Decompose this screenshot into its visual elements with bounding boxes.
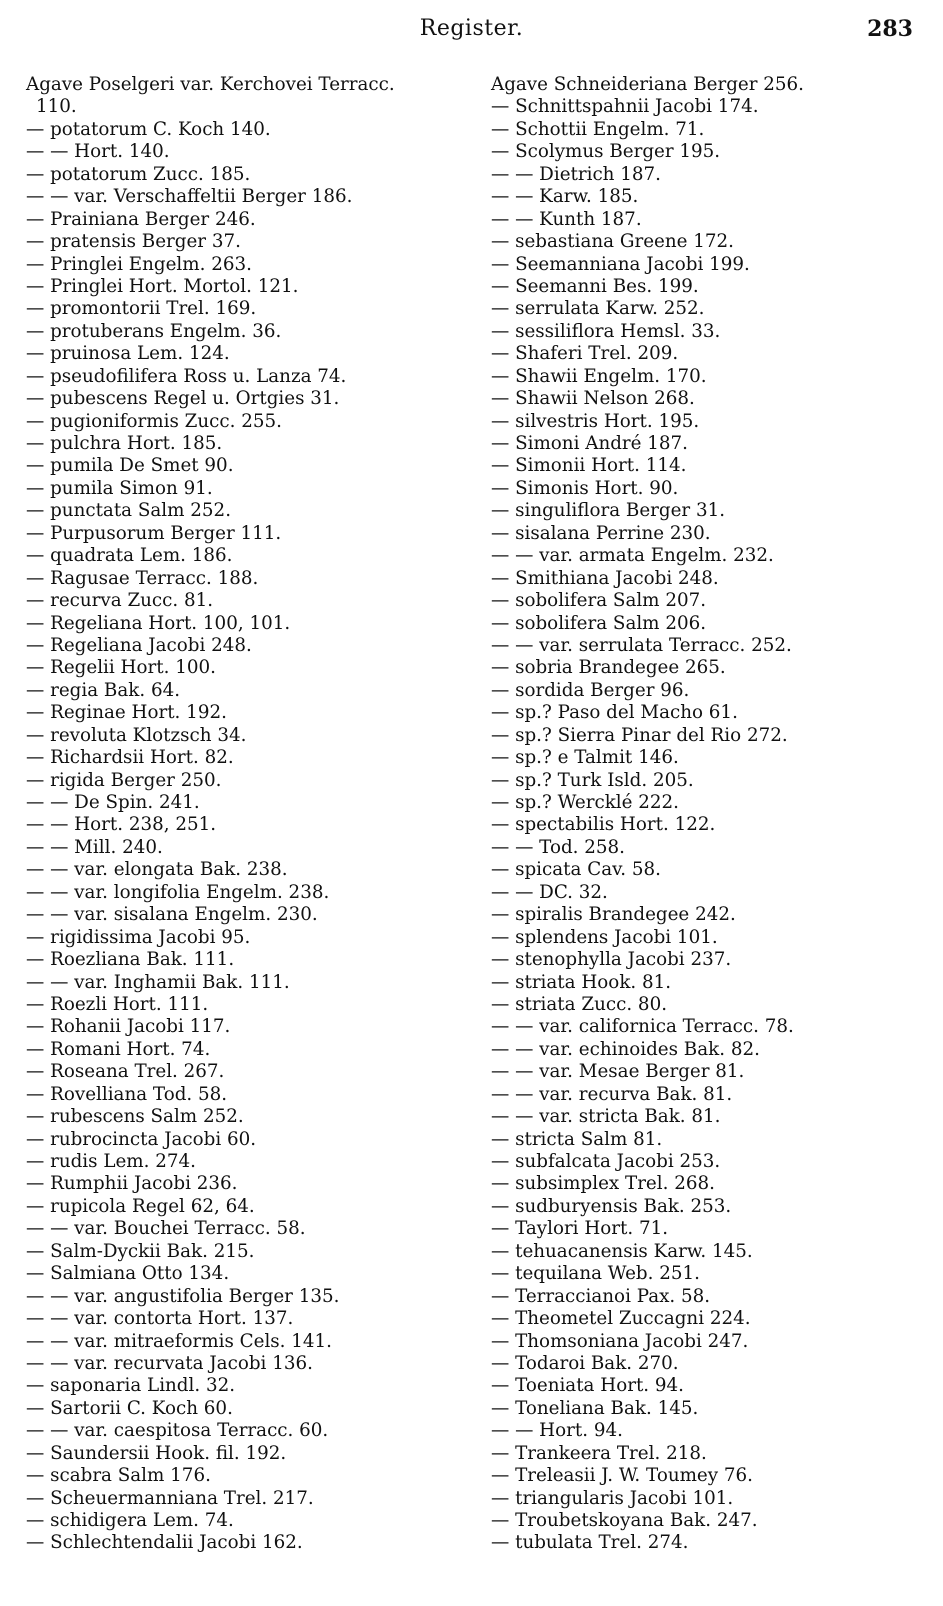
- register-entry: — Salm-Dyckii Bak. 215.: [26, 1240, 255, 1262]
- register-entry: — — var. stricta Bak. 81.: [491, 1106, 721, 1128]
- register-entry: — quadrata Lem. 186.: [26, 545, 233, 567]
- register-entry: — sobolifera Salm 206.: [491, 612, 707, 634]
- register-entry: — — var. mitraeformis Cels. 141.: [26, 1330, 332, 1352]
- register-entry: — Saundersii Hook. fil. 192.: [26, 1442, 287, 1464]
- register-entry: — punctata Salm 252.: [26, 500, 232, 522]
- register-left-column: [26, 74, 466, 1555]
- page-title: Register.: [419, 16, 524, 41]
- register-entry: — Schlechtendalii Jacobi 162.: [26, 1532, 303, 1554]
- register-entry: — Taylori Hort. 71.: [491, 1218, 669, 1240]
- register-entry: — Toneliana Bak. 145.: [491, 1397, 699, 1419]
- register-entry: — — var. longifolia Engelm. 238.: [26, 881, 330, 903]
- register-entry: Agave Poselgeri var. Kerchovei Terracc.: [26, 74, 395, 95]
- register-entry: — pulchra Hort. 185.: [26, 433, 223, 454]
- register-entry: — Roezliana Bak. 111.: [26, 949, 235, 971]
- register-entry: — — var. Verschaffeltii Berger 186.: [26, 186, 353, 208]
- register-entry: — pumila Simon 91.: [26, 477, 213, 499]
- register-entry: — Terraccianoi Pax. 58.: [491, 1285, 711, 1307]
- register-entry: — sudburyensis Bak. 253.: [491, 1195, 732, 1217]
- register-entry: — Smithiana Jacobi 248.: [491, 567, 719, 589]
- register-entry: — Scheuermanniana Trel. 217.: [26, 1487, 314, 1509]
- register-entry: — — var. Bouchei Terracc. 58.: [26, 1218, 306, 1240]
- register-entry: — spectabilis Hort. 122.: [491, 814, 716, 836]
- register-entry: — subfalcata Jacobi 253.: [491, 1151, 721, 1172]
- register-entry: — — Dietrich 187.: [491, 163, 661, 185]
- register-entry: — pseudofilifera Ross u. Lanza 74.: [26, 365, 347, 387]
- register-entry: — regia Bak. 64.: [26, 679, 181, 701]
- register-entry: — — DC. 32.: [491, 881, 608, 903]
- register-entry: — sessiliflora Hemsl. 33.: [491, 320, 721, 342]
- register-entry: — stenophylla Jacobi 237.: [491, 949, 732, 971]
- register-entry: — saponaria Lindl. 32.: [26, 1375, 236, 1397]
- register-entry: — Shawii Engelm. 170.: [491, 365, 707, 387]
- register-entry: — sisalana Perrine 230.: [491, 522, 711, 544]
- register-entry: — Thomsoniana Jacobi 247.: [491, 1330, 749, 1352]
- register-entry: — pugioniformis Zucc. 255.: [26, 410, 282, 432]
- register-entry: — Pringlei Hort. Mortol. 121.: [26, 275, 299, 297]
- register-entry: — rubescens Salm 252.: [26, 1106, 244, 1128]
- register-entry: — Regeliana Jacobi 248.: [26, 634, 252, 656]
- register-entry: — pumila De Smet 90.: [26, 455, 234, 477]
- register-entry: — revoluta Klotzsch 34.: [26, 724, 247, 746]
- register-entry: — — var. californica Terracc. 78.: [491, 1016, 794, 1038]
- register-entry: — — var. sisalana Engelm. 230.: [26, 904, 318, 926]
- register-entry: — serrulata Karw. 252.: [491, 298, 705, 320]
- register-entry: — sp.? e Talmit 146.: [491, 747, 679, 769]
- register-entry: — tubulata Trel. 274.: [491, 1532, 689, 1554]
- register-entry: — spicata Cav. 58.: [491, 859, 661, 881]
- register-entry: — protuberans Engelm. 36.: [26, 320, 282, 342]
- register-entry: — triangularis Jacobi 101.: [491, 1487, 734, 1509]
- register-entry: — Seemanniana Jacobi 199.: [491, 253, 750, 275]
- register-entry: — Regeliana Hort. 100, 101.: [26, 612, 291, 634]
- register-entry: — Seemanni Bes. 199.: [491, 275, 699, 297]
- register-entry: — — var. contorta Hort. 137.: [26, 1308, 294, 1330]
- register-entry: — striata Hook. 81.: [491, 971, 672, 993]
- register-entry: Agave Schneideriana Berger 256.: [491, 74, 804, 95]
- register-entry: — — Karw. 185.: [491, 186, 639, 208]
- register-entry: — silvestris Hort. 195.: [491, 410, 700, 432]
- register-entry: — sp.? Turk Isld. 205.: [491, 769, 694, 791]
- register-entry: — sobolifera Salm 207.: [491, 590, 707, 612]
- register-entry: — stricta Salm 81.: [491, 1128, 663, 1150]
- register-entry: — Shaferi Trel. 209.: [491, 343, 679, 365]
- register-entry: — promontorii Trel. 169.: [26, 298, 257, 320]
- register-entry: — potatorum C. Koch 140.: [26, 118, 271, 140]
- register-entry: — Rovelliana Tod. 58.: [26, 1083, 228, 1105]
- register-entry: — — var. serrulata Terracc. 252.: [491, 634, 792, 656]
- register-entry: — sp.? Paso del Macho 61.: [491, 702, 738, 724]
- register-entry: — — Mill. 240.: [26, 836, 163, 858]
- register-entry: — Regelii Hort. 100.: [26, 657, 216, 679]
- register-entry: — — var. angustifolia Berger 135.: [26, 1285, 340, 1307]
- register-entry: — rigida Berger 250.: [26, 769, 222, 791]
- register-entry: — sp.? Wercklé 222.: [491, 792, 679, 813]
- register-entry: — rubrocincta Jacobi 60.: [26, 1128, 257, 1150]
- register-entry: — tequilana Web. 251.: [491, 1263, 700, 1285]
- register-entry: — Prainiana Berger 246.: [26, 208, 256, 230]
- register-entry: — — var. Inghamii Bak. 111.: [26, 971, 290, 993]
- register-entry: — Reginae Hort. 192.: [26, 702, 227, 724]
- register-entry: — Rumphii Jacobi 236.: [26, 1173, 238, 1195]
- register-entry: — Scolymus Berger 195.: [491, 141, 721, 163]
- register-entry: — pruinosa Lem. 124.: [26, 343, 230, 365]
- register-entry: — spiralis Brandegee 242.: [491, 904, 736, 926]
- register-entry: — — De Spin. 241.: [26, 792, 200, 813]
- register-entry: — Simonii Hort. 114.: [491, 455, 687, 477]
- register-entry: — schidigera Lem. 74.: [26, 1510, 234, 1531]
- register-entry: — tehuacanensis Karw. 145.: [491, 1240, 753, 1262]
- register-entry: — Pringlei Engelm. 263.: [26, 253, 252, 275]
- page-header: [0, 16, 943, 46]
- register-entry: — — Kunth 187.: [491, 208, 642, 230]
- register-entry: — scabra Salm 176.: [26, 1465, 211, 1487]
- register-entry: — Ragusae Terracc. 188.: [26, 567, 259, 589]
- register-entry: — Troubetskoyana Bak. 247.: [491, 1510, 758, 1531]
- register-entry: — Sartorii C. Koch 60.: [26, 1397, 233, 1419]
- register-entry: — Theometel Zuccagni 224.: [491, 1308, 751, 1330]
- register-entry: — Shawii Nelson 268.: [491, 388, 695, 410]
- register-entry: — Toeniata Hort. 94.: [491, 1375, 684, 1397]
- register-entry: — — var. echinoides Bak. 82.: [491, 1038, 760, 1060]
- register-entry: — recurva Zucc. 81.: [26, 590, 214, 612]
- register-entry: — — var. recurva Bak. 81.: [491, 1083, 733, 1105]
- register-entry: — Schnittspahnii Jacobi 174.: [491, 96, 759, 118]
- page-number: 283: [867, 16, 913, 42]
- register-entry: — sebastiana Greene 172.: [491, 231, 734, 253]
- register-entry: 110.: [36, 96, 77, 118]
- register-entry: — Salmiana Otto 134.: [26, 1263, 230, 1285]
- register-entry: — subsimplex Trel. 268.: [491, 1173, 715, 1195]
- register-entry: — Purpusorum Berger 111.: [26, 522, 282, 544]
- register-entry: — — Hort. 140.: [26, 141, 170, 163]
- register-entry: — — var. Mesae Berger 81.: [491, 1061, 745, 1083]
- register-entry: — Trankeera Trel. 218.: [491, 1442, 707, 1464]
- register-entry: — pubescens Regel u. Ortgies 31.: [26, 388, 340, 410]
- register-entry: — Richardsii Hort. 82.: [26, 747, 234, 769]
- register-entry: — Rohanii Jacobi 117.: [26, 1016, 231, 1038]
- register-right-column: [491, 74, 931, 1555]
- register-entry: — — var. armata Engelm. 232.: [491, 545, 774, 567]
- register-entry: — Roezli Hort. 111.: [26, 993, 209, 1015]
- register-entry: — — var. recurvata Jacobi 136.: [26, 1352, 313, 1374]
- register-entry: — Roseana Trel. 267.: [26, 1061, 225, 1083]
- register-entry: — — Tod. 258.: [491, 836, 625, 858]
- register-entry: — pratensis Berger 37.: [26, 231, 241, 253]
- register-entry: — — Hort. 94.: [491, 1420, 623, 1442]
- register-entry: — Simonis Hort. 90.: [491, 477, 679, 499]
- register-entry: — — var. caespitosa Terracc. 60.: [26, 1420, 329, 1442]
- register-entry: — potatorum Zucc. 185.: [26, 163, 251, 185]
- register-entry: — splendens Jacobi 101.: [491, 926, 718, 948]
- register-entry: — Romani Hort. 74.: [26, 1038, 211, 1060]
- register-entry: — singuliflora Berger 31.: [491, 500, 726, 522]
- register-entry: — — var. elongata Bak. 238.: [26, 859, 288, 881]
- register-entry: — Treleasii J. W. Toumey 76.: [491, 1465, 753, 1487]
- register-entry: — sp.? Sierra Pinar del Rio 272.: [491, 724, 788, 746]
- register-entry: — Todaroi Bak. 270.: [491, 1352, 679, 1374]
- register-entry: — rupicola Regel 62, 64.: [26, 1195, 255, 1217]
- register-entry: — striata Zucc. 80.: [491, 993, 668, 1015]
- register-entry: — sordida Berger 96.: [491, 679, 690, 701]
- register-entry: — rigidissima Jacobi 95.: [26, 926, 251, 948]
- register-entry: — rudis Lem. 274.: [26, 1151, 196, 1172]
- register-entry: — Schottii Engelm. 71.: [491, 118, 705, 140]
- register-entry: — Simoni André 187.: [491, 433, 688, 454]
- register-entry: — — Hort. 238, 251.: [26, 814, 217, 836]
- register-entry: — sobria Brandegee 265.: [491, 657, 726, 679]
